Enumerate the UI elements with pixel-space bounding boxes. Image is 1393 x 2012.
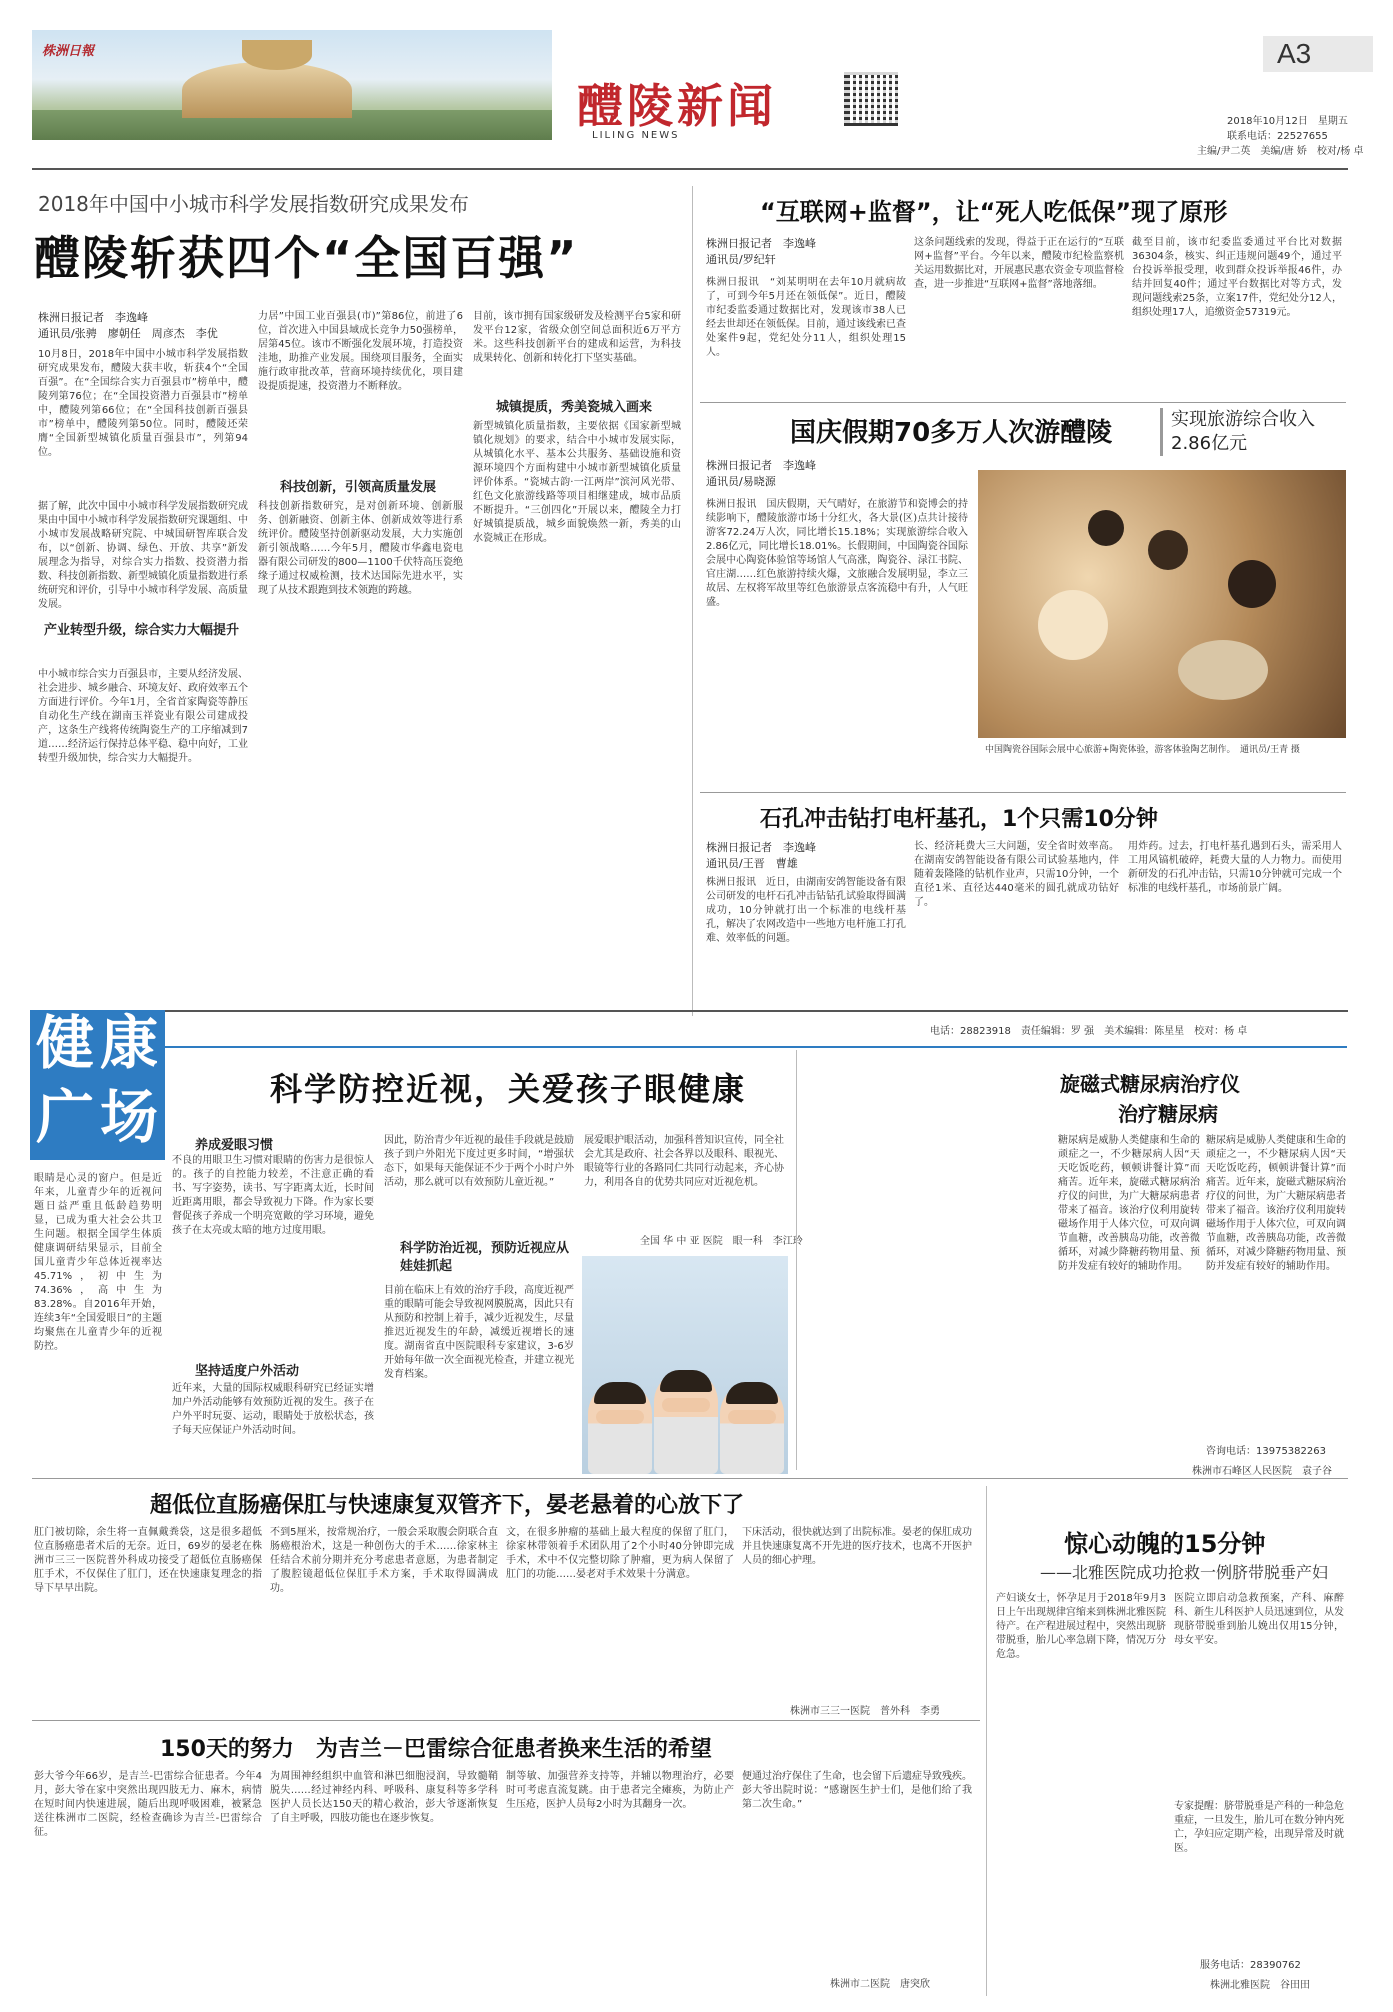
pgs-signature: 株洲市二医院 唐突欣: [830, 1979, 930, 1990]
column-divider: [986, 1486, 987, 1996]
diabetes-paragraph-cont: 糖尿病是威胁人类健康和生命的顽症之一，不少糖尿病人因“天天吃饭吃药，顿顿讲餐计算”而痛苦。近年来，旋磁式糖尿病治疗仪的问世，为广大糖尿病患者带来了福音。该治疗仪利用旋转磁场作用于人体穴位，可双向调节血糖，改善胰岛功能，改善微循环，对减少降糖药物用量、预防并发症有较好的辅助作用。: [1206, 1135, 1346, 1272]
article1-paragraph: 科技创新指数研究，是对创新环境、创新服务、创新融资、创新主体、创新成效等进行系统评价。醴陵坚持创新驱动发展，大力实施创新引领战略……今年5月，醴陵市华鑫电瓷电器有限公司研发的800—1100千伏特高压瓷绝缘子通过权威检测，技术达国际先进水平，实现了从技术跟跑到技术领跑的跨越。: [258, 501, 463, 596]
article4-paragraph: 长、经济耗费大三大问题，安全省时效率高。在湖南安鸽智能设备有限公司试验基地内，伴随着轰隆隆的钻机作业声，只需10分钟，一个直径1米、直径达440毫米的圆孔就成功钻好了。: [914, 841, 1119, 908]
article1-subheading: 城镇提质，秀美瓷城入画来: [496, 400, 653, 415]
section-divider: [700, 402, 1346, 403]
rectal-headline: 超低位直肠癌保肛与快速康复双管齐下，晏老悬着的心放下了: [150, 1493, 745, 1518]
diabetes-headline: 旋磁式糖尿病治疗仪: [1060, 1072, 1240, 1096]
rectal-paragraph: 肛门被切除，余生将一直佩戴粪袋，这是很多超低位直肠癌患者术后的无奈。近日，69岁的晏老在株洲市三三一医院普外科成功接受了超低位直肠癌保肛手术，不仅保住了肛门，还在快速康复理念的指导下早早出院。: [34, 1527, 262, 1594]
diabetes-hospital: 株洲市石峰区人民医院 袁子谷: [1192, 1466, 1332, 1477]
article1-paragraph: 新型城镇化质量指数，主要依据《国家新型城镇化规划》的要求，结合中小城市发展实际，从城镇化水平、基本公共服务、基础设施和资源环境四个方面构建中小城市新型城镇化质量评价体系。“瓷城古韵·一江两岸”滨河风光带、红色文化旅游线路等项目相继建成，城市品质不断提升。“三创四化”开展以来，醴陵全力打好城镇提质战，城乡面貌焕然一新，秀美的山水瓷城正在形成。: [473, 421, 681, 544]
rectal-signature: 株洲市三三一医院 普外科 李勇: [790, 1706, 940, 1717]
photo-caption: 中国陶瓷谷国际会展中心旅游+陶瓷体验，游客体验陶艺制作。 通讯员/王青 摄: [985, 745, 1300, 755]
health-lead: 眼睛是心灵的窗户。但是近年来，儿童青少年的近视问题日益严重且低龄趋势明显，已成为重大社会公共卫生问题。根据全国学生体质健康调研结果显示，目前全国儿童青少年总体近视率达45.71%，初中生为74.36%，高中生为83.28%。自2016年开始，连续3年“全国爱眼日”的主题均聚焦在儿童青少年的近视防控。: [34, 1173, 162, 1352]
pottery-workshop-photo: [978, 470, 1346, 738]
health-paragraph: 目前在临床上有效的治疗手段，高度近视严重的眼睛可能会导致视网膜脱离，因此只有从预防和控制上着手，减少近视发生，尽量推迟近视发生的年龄，减缓近视增长的速度。湖南省直中医院眼科专家建议，3-6岁开始每年做一次全面视光检查，并建立视光发育档案。: [384, 1285, 574, 1380]
article4-paragraph: 用炸药。过去，打电杆基孔遇到石头，需采用人工用风镐机破碎，耗费大量的人力物力。而使用新研发的石孔冲击钻，只需10分钟就可完成一个标准的电线杆基孔，市场前景广阔。: [1128, 841, 1342, 894]
pgs-paragraph: 制等敏、加强营养支持等，并辅以物理治疗，必要时可考虑直流复跳。由于患者完全瘫痪，为防止产生压疮，医护人员每2小时为其翻身一次。: [506, 1771, 734, 1810]
pgs-paragraph: 便通过治疗保住了生命，也会留下后遗症导致残疾。彭大爷出院时说：“感谢医生护士们，是他们给了我第二次生命。”: [742, 1771, 972, 1810]
umbilical-subheadline: ——北雅医院成功抢救一例脐带脱垂产妇: [1040, 1563, 1329, 1582]
umbilical-contact: 服务电话：28390762: [1200, 1960, 1301, 1971]
health-top-line: [165, 1046, 1347, 1048]
masthead-divider: [32, 168, 1348, 170]
article1-paragraph: 10月8日，2018年中国中小城市科学发展指数研究成果发布，醴陵大获丰收，斩获4个“全国百强”。在“全国综合实力百强县市”榜单中，醴陵列第76位；在“全国投资潜力百强县市”榜单中，醴陵列第66位；在“全国科技创新百强县市”榜单中，醴陵列第50位。同时，醴陵还荣膺“全国新型城镇化质量百强县市”，列第94位。: [38, 349, 248, 458]
diabetes-paragraph: 糖尿病是威胁人类健康和生命的顽症之一，不少糖尿病人因“天天吃饭吃药，顿顿讲餐计算”而痛苦。近年来，旋磁式糖尿病治疗仪的问世，为广大糖尿病患者带来了福音。该治疗仪利用旋转磁场作用于人体穴位，可双向调节血糖，改善胰岛功能，改善微循环，对减少降糖药物用量、预防并发症有较好的辅助作用。: [1058, 1135, 1200, 1272]
children-eye-exercise-photo: [582, 1256, 788, 1474]
issue-date: 2018年10月12日 星期五: [1227, 116, 1348, 127]
rectal-paragraph: 不到5厘米，按常规治疗，一般会采取腹会阴联合直肠癌根治术，这是一种创伤大的手术……徐家林主任结合术前分期并充分考虑患者意愿，为患者制定了腹腔镜超低位保肛手术方案，手术取得圆满成功。: [270, 1527, 498, 1594]
article2-paragraph: 株洲日报讯 “刘某明明在去年10月就病故了，可到今年5月还在领低保”。近日，醴陵市纪委监委通过数据比对，发现该市38人已经去世却还在领低保。目前，通过该线索已查处案件9起，党纪处分11人，组织处理15人。: [706, 277, 906, 358]
article1-subheading: 科技创新，引领高质量发展: [280, 480, 437, 495]
article3-byline: 株洲日报记者 李逸峰 通讯员/易晓源: [706, 459, 816, 488]
article2-paragraph: 截至目前，该市纪委监委通过平台比对数据36304条，核实、纠正违规问题49个，通过平台投诉举报受理，收到群众投诉举报46件，办结并回复40件；通过平台数据比对等方式，发现问题线索25条，立案17件，党纪处分12人，组织处理17人，追缴资金57319元。: [1132, 237, 1342, 318]
rectal-paragraph: 文，在很多肿瘤的基础上最大程度的保留了肛门，徐家林带领着手术团队用了2个小时40分钟即完成手术，术中不仅完整切除了肿瘤，更为病人保留了肛门的功能……晏老对手术效果十分满意。: [506, 1527, 734, 1580]
health-paragraph: 因此，防治青少年近视的最佳手段就是鼓励孩子到户外阳光下度过更多时间，“增强状态下，如果每天能保证不少于两个小时户外活动，那么就可以有效预防儿童近视。”: [384, 1135, 574, 1188]
section-divider: [32, 1010, 1348, 1012]
diabetes-headline-line2: 治疗糖尿病: [1118, 1102, 1218, 1126]
staff-credits: 主编/尹二英 美编/唐 娇 校对/杨 卓: [1197, 146, 1364, 157]
masthead: [32, 30, 1372, 170]
article2-paragraph: 这条问题线索的发现，得益于正在运行的“互联网+监督”平台。今年以来，醴陵市纪检监察机关运用数据比对，开展惠民惠农资金专项监督检查，进一步推进“互联网+监督”落地落细。: [914, 237, 1124, 290]
contact-phone: 联系电话：22527655: [1227, 131, 1328, 142]
article4-headline: 石孔冲击钻打电杆基孔，1个只需10分钟: [760, 807, 1158, 832]
column-divider: [796, 1050, 797, 1470]
article1-byline: 株洲日报记者 李逸峰 通讯员/张骋 廖朝任 周彦杰 李优: [38, 311, 218, 340]
issue-meta: [1197, 114, 1377, 159]
article3-paragraph: 株洲日报讯 国庆假期，天气晴好，在旅游节和瓷博会的持续影响下，醴陵旅游市场十分红火，各大景(区)点共计接待游客72.24万人次，同比增长15.18%；实现旅游综合收入2.86亿元，同比增长18.01%。长假期间，中国陶瓷谷国际会展中心陶瓷体验馆等场馆人气高涨，陶瓷谷、渌江书院、官庄湖……红色旅游持续火爆，文旅融合发展明显，李立三故居、左权将军故里等红色旅游景点客流稳中有升，人气旺盛。: [706, 499, 968, 608]
column-divider: [692, 186, 693, 1016]
umbilical-paragraph: 产妇谈女士，怀孕足月于2018年9月3日上午出现规律宫缩来到株洲北雅医院待产。在产程进展过程中，突然出现脐带脱垂，胎儿心率急剧下降，情况万分危急。: [996, 1593, 1166, 1660]
rectal-paragraph: 下床活动，很快就达到了出院标准。晏老的保肛成功并且快速康复离不开先进的医疗技术，也离不开医护人员的细心护理。: [742, 1527, 972, 1566]
section-title: 醴陵新闻: [577, 79, 777, 133]
section-divider: [700, 792, 1346, 793]
pgs-paragraph: 为周围神经组织中血管和淋巴细胞浸润，导致髓鞘脱失……经过神经内科、呼吸科、康复科等多学科医护人员长达150天的精心救治，彭大爷逐渐恢复了自主呼吸，四肢功能也在逐步恢复。: [270, 1771, 498, 1824]
article1-paragraph: 中小城市综合实力百强县市，主要从经济发展、社会进步、城乡融合、环境友好、政府效率五个方面进行评价。今年1月，全省首家陶瓷等静压自动化生产线在湖南玉祥瓷业有限公司建成投产，这条生产线将传统陶瓷生产的工序缩减到7道……经济运行保持总体平稳、稳中向好，工业转型升级加快，综合实力大幅提升。: [38, 669, 248, 764]
health-paragraph: 不良的用眼卫生习惯对眼睛的伤害力是很惊人的。孩子的自控能力较差，不注意正确的看书、写字姿势，读书、写字距离太近，长时间近距离用眼，都会导致视力下降。作为家长要督促孩子养成一个明亮宽敞的学习环境，避免孩子在太亮或太暗的地方过度用眼。: [172, 1155, 374, 1236]
diabetes-contact: 咨询电话：13975382263: [1206, 1446, 1326, 1457]
umbilical-paragraph: 医院立即启动急救预案，产科、麻醉科、新生儿科医护人员迅速到位，从发现脐带脱垂到胎儿娩出仅用15分钟，母女平安。: [1174, 1593, 1344, 1646]
article2-headline: “互联网+监督”，让“死人吃低保”现了原形: [760, 198, 1228, 226]
health-editor-line: 电话：28823918 责任编辑：罗 强 美术编辑：陈星星 校对：杨 卓: [930, 1026, 1248, 1037]
article2-byline: 株洲日报记者 李逸峰 通讯员/罗纪轩: [706, 237, 816, 266]
article1-kicker: 2018年中国中小城市科学发展指数研究成果发布: [38, 192, 469, 216]
page-number: A3: [1263, 36, 1373, 72]
health-paragraph: 近年来，大量的国际权威眼科研究已经证实增加户外活动能够有效预防近视的发生。孩子在户外平时玩耍、运动，眼睛处于放松状态，孩子每天应保证户外活动时间。: [172, 1383, 374, 1436]
article1-subheading: 产业转型升级，综合实力大幅提升: [44, 623, 240, 638]
newspaper-logo: 株洲日報: [42, 44, 95, 59]
umbilical-headline: 惊心动魄的15分钟: [1064, 1530, 1266, 1558]
health-subheading: 坚持适度户外活动: [195, 1364, 300, 1379]
health-paragraph: 展爱眼护眼活动，加强科普知识宣传，同全社会尤其是政府、社会各界以及眼科、眼视光、眼镜等行业的各路同仁共同行动起来，齐心协力，利用各自的优势共同应对近视危机。: [584, 1135, 784, 1188]
article1-headline: 醴陵斩获四个“全国百强”: [34, 231, 579, 285]
section-divider: [32, 1720, 980, 1721]
pgs-paragraph: 彭大爷今年66岁，是吉兰-巴雷综合征患者。今年4月，彭大爷在家中突然出现四肢无力、麻木，病情在短时间内快速进展，随后出现呼吸困难，被紧急送往株洲市二医院，经检查确诊为吉兰-巴雷综合征。: [34, 1771, 262, 1838]
article1-paragraph: 力居”中国工业百强县(市)”第86位，前进了6位，首次进入中国县域成长竞争力50强榜单，居第45位。该市不断强化发展环境，打造投资洼地，助推产业发展。围绕项目服务，全面实施行政审批改革，营商环境持续优化，项目建设提质提速，投资潜力不断释放。: [258, 311, 463, 392]
article4-byline: 株洲日报记者 李逸峰 通讯员/王晋 曹雄: [706, 841, 816, 870]
article4-paragraph: 株洲日报讯 近日，由湖南安鸽智能设备有限公司研发的电杆石孔冲击钻钻孔试验取得圆满成功，10分钟就打出一个标准的电线杆基孔，解决了农网改造中一些地方电杆施工打孔难、效率低的问题。: [706, 877, 906, 944]
health-section-banner: 健 康 广 场: [30, 1010, 165, 1160]
section-subtitle: LILING NEWS: [592, 130, 680, 141]
article3-side-headline: 实现旅游综合收入2.86亿元: [1160, 408, 1340, 456]
pgs-headline: 150天的努力 为吉兰－巴雷综合征患者换来生活的希望: [160, 1737, 712, 1762]
health-subheading: 科学防治近视，预防近视应从娃娃抓起: [400, 1241, 570, 1274]
article3-headline: 国庆假期70多万人次游醴陵: [790, 418, 1113, 448]
health-signature: 全国 华 中 亚 医院 眼一科 李江玲: [640, 1236, 803, 1247]
umbilical-hospital: 株洲北雅医院 谷田田: [1210, 1980, 1310, 1991]
article1-paragraph: 目前，该市拥有国家级研发及检测平台5家和研发平台12家，省级众创空间总面积近6万平方米。这些科技创新平台的建成和运营，为科技成果转化、创新和转化打下坚实基础。: [473, 311, 681, 364]
umbilical-paragraph: 专家提醒：脐带脱垂是产科的一种急危重症，一旦发生，胎儿可在数分钟内死亡，孕妇应定期产检，出现异常及时就医。: [1174, 1801, 1344, 1854]
health-subheading: 养成爱眼习惯: [195, 1138, 274, 1153]
section-divider: [32, 1478, 1348, 1479]
health-headline: 科学防控近视，关爱孩子眼健康: [270, 1070, 747, 1108]
article1-paragraph: 据了解，此次中国中小城市科学发展指数研究成果由中国中小城市科学发展指数研究课题组、中小城市发展战略研究院、中城国研智库联合发布，以“创新、协调、绿色、开放、共享”新发展理念为指导，对综合实力指数、投资潜力指数、科技创新指数、新型城镇化质量指数进行系统研究和评价，引导中小城市科学发展、高质量发展。: [38, 501, 248, 610]
masthead-banner-photo: [32, 30, 552, 140]
